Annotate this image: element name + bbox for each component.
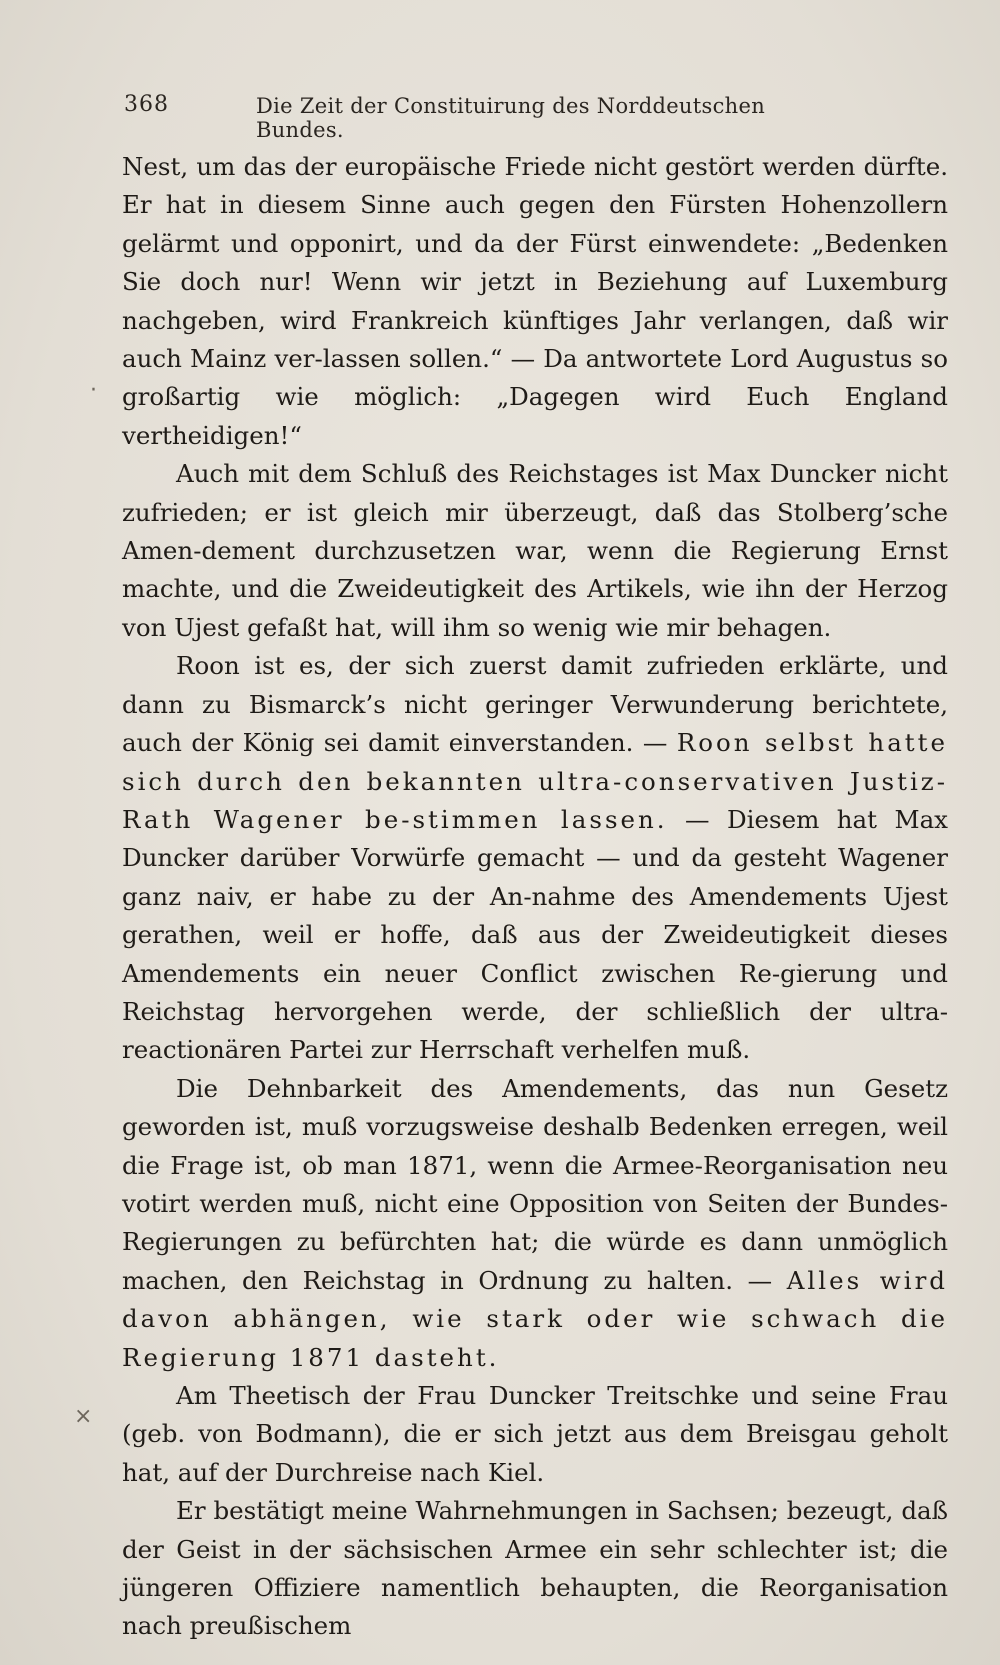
- emphasized-text: Alles wird davon abhängen, wie stark oder wie schwach die Regierung 1871 dasteht.: [122, 1265, 948, 1372]
- paragraph: [122, 647, 948, 1069]
- paragraph: [122, 1377, 948, 1492]
- margin-mark-cross: ×: [74, 1404, 93, 1429]
- paragraph: [122, 1492, 948, 1646]
- page-header: [124, 92, 834, 142]
- paragraph-text: Auch mit dem Schluß des Reichstages ist Max Duncker nicht zufrieden; er ist gleich mir überzeugt, daß das Stolberg’sche Amen-dement durchzusetzen war, wenn die Regierung Ernst machte, und die Zweideutigkeit des Artikels, wie ihn der Herzog von Ujest gefaßt hat, will ihm so wenig wie mir behagen.: [122, 459, 948, 642]
- paragraph: [122, 148, 948, 455]
- paragraph-text: Die Dehnbarkeit des Amendements, das nun Gesetz geworden ist, muß vorzugsweise deshalb Bedenken erregen, weil die Frage ist, ob man 1871, wenn die Armee-Reorganisation neu votirt werden muß, nicht eine Opposition von Seiten der Bundes-Regierungen zu befürchten hat; die würde es dann unmöglich machen, den Reichstag in Ordnung zu halten. —: [122, 1073, 948, 1295]
- paragraph-text: Roon ist es, der sich zuerst damit zufrieden erklärte, und dann zu Bismarck’s nicht geringer Verwunderung berichtete, auch der König sei damit einverstanden. —: [122, 651, 948, 758]
- paragraph-text: Er bestätigt meine Wahrnehmungen in Sachsen; bezeugt, daß der Geist in der sächsischen Armee ein sehr schlechter ist; die jüngeren Offiziere namentlich behaupten, die Reorganisation nach preußischem: [122, 1496, 948, 1641]
- running-head: Die Zeit der Constituirung des Norddeutschen Bundes.: [256, 94, 766, 142]
- paragraph: [122, 455, 948, 647]
- paragraph-text: — Diesem hat Max Duncker darüber Vorwürfe gemacht — und da gesteht Wagener ganz naiv, er habe zu der An-nahme des Amendements Ujest gerathen, weil er hoffe, daß aus der Zweideutigkeit dieses Amendements ein neuer Conflict zwischen Re-gierung und Reichstag hervorgehen werde, der schließlich der ultra-reactionären Partei zur Herrschaft verhelfen muß.: [122, 804, 948, 1065]
- paragraph-text: Am Theetisch der Frau Duncker Treitschke und seine Frau (geb. von Bodmann), die er sich jetzt aus dem Breisgau geholt hat, auf der Durchreise nach Kiel.: [122, 1381, 948, 1487]
- page-number: 368: [124, 92, 169, 117]
- margin-mark-dot: ·: [90, 378, 97, 403]
- paragraph: [122, 1070, 948, 1377]
- emphasized-text: Roon selbst hatte sich durch den bekannten ultra-conservativen Justiz-Rath Wagener be-stimmen lassen.: [122, 728, 949, 834]
- paragraph-text: Nest, um das der europäische Friede nicht gestört werden dürfte. Er hat in diesem Sinne auch gegen den Fürsten Hohenzollern gelärmt und opponirt, und da der Fürst einwendete: „Bedenken Sie doch nur! Wenn wir jetzt in Beziehung auf Luxemburg nachgeben, wird Frankreich künftiges Jahr verlangen, daß wir auch Mainz ver-lassen sollen.“ — Da antwortete Lord Augustus so großartig wie möglich: „Dagegen wird Euch England vertheidigen!“: [122, 152, 948, 450]
- body-text: [122, 148, 948, 1646]
